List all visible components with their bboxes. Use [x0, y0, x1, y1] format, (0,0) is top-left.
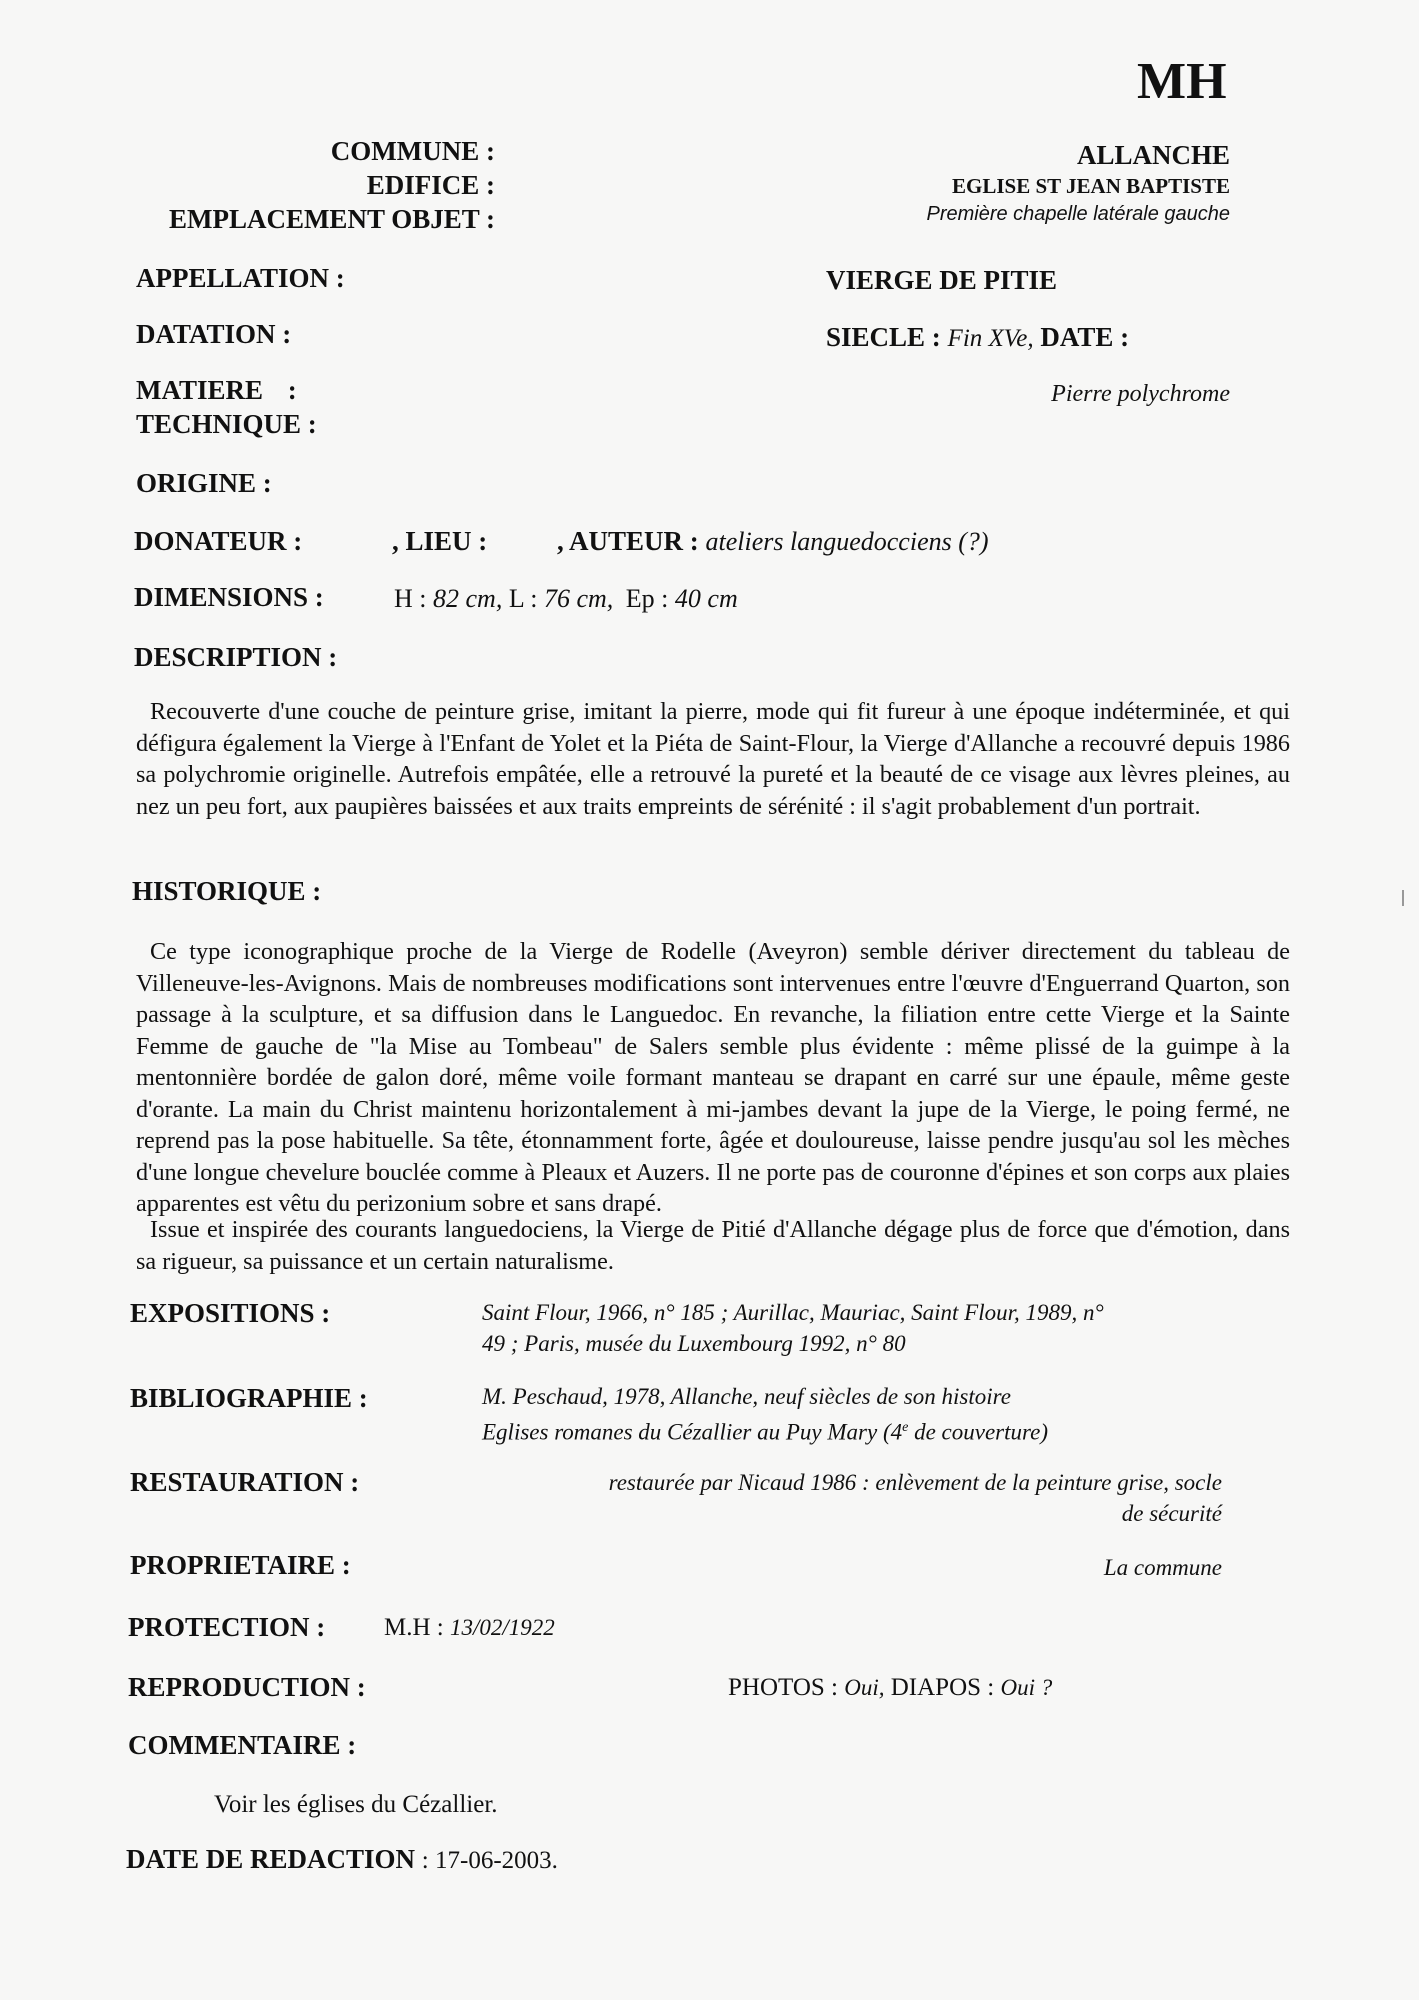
- bibliographie-value: [482, 1381, 1048, 1448]
- protection-prefix: M.H :: [384, 1614, 444, 1641]
- lieu-label: , LIEU :: [392, 526, 488, 556]
- restauration-label: RESTAURATION :: [130, 1467, 360, 1497]
- historique-text-1: Ce type iconographique proche de la Vierge de Rodelle (Aveyron) semble dériver directement du tableau de Villeneuve-les-Avignons. Mais de nombreuses modifications sont intervenues entre l'œuvre d'Enguerrand Quarton, son passage à la sculpture, et sa diffusion dans le Languedoc. En revanche, la filiation entre cette Vierge et la Sainte Femme de gauche de "la Mise au Tombeau" de Salers semble plus évidente : même plissé de la guimpe à la mentonnière bordée de galon doré, même voile formant manteau se drapant en carré sur une épaule, même geste d'orante. La main du Christ maintenu horizontalement à mi-jambes devant la jupe de la Vierge, le poing fermé, ne reprend pas la pose habituelle. Sa tête, étonnamment forte, âgée et douloureuse, laisse pendre jusqu'au sol les mèches d'une longue chevelure bouclée comme à Pleaux et Auzers. Il ne porte pas de couronne d'épines et son corps aux plaies apparentes est vêtu du perizonium sobre et sans drapé.: [136, 938, 1290, 1217]
- restauration-value: [480, 1467, 1222, 1529]
- dimensions-values: [394, 583, 738, 615]
- description-label: DESCRIPTION :: [134, 642, 338, 672]
- commentaire-label: COMMENTAIRE :: [128, 1730, 357, 1760]
- diapos-value: Oui ?: [1000, 1675, 1053, 1700]
- redaction-line: [126, 1842, 558, 1878]
- reproduction-label: REPRODUCTION :: [128, 1672, 366, 1702]
- header-values: [700, 138, 1230, 228]
- dimensions-label: DIMENSIONS :: [134, 582, 324, 612]
- header-labels: [120, 134, 495, 236]
- reproduction-values: [728, 1672, 1052, 1704]
- h-value: 82 cm,: [433, 584, 503, 613]
- ep-label: Ep :: [625, 584, 669, 613]
- bibliographie-line-2-sup: e: [902, 1420, 909, 1435]
- description-text: Recouverte d'une couche de peinture grise, imitant la pierre, mode qui fit fureur à une époque indéterminée, et qui défigura également la Vierge à l'Enfant de Yolet et la Piéta de Saint-Flour, la Vierge d'Allanche a recouvré depuis 1986 sa polychromie originelle. Autrefois empâtée, elle a retrouvé la pureté et la beauté de ce visage aux lèvres pleines, au nez un peu fort, aux paupières baissées et aux traits empreints de sérénité : il s'agit probablement d'un portrait.: [136, 698, 1290, 820]
- restauration-line-2: de sécurité: [1121, 1501, 1222, 1526]
- expositions-label: EXPOSITIONS :: [130, 1298, 331, 1328]
- photos-label: PHOTOS :: [728, 1674, 838, 1701]
- proprietaire-label: PROPRIETAIRE :: [130, 1550, 351, 1580]
- emplacement-label: EMPLACEMENT OBJET :: [168, 204, 495, 234]
- donateur-label: DONATEUR :: [134, 526, 303, 556]
- commentaire-text: Voir les églises du Cézallier.: [214, 1791, 498, 1818]
- origine-label: ORIGINE :: [136, 468, 272, 498]
- protection-value-line: [384, 1612, 555, 1644]
- protection-value: 13/02/1922: [449, 1615, 555, 1640]
- scan-mark: [1402, 890, 1404, 906]
- proprietaire-value: La commune: [1103, 1555, 1222, 1580]
- historique-text-2: Issue et inspirée des courants languedociens, la Vierge de Pitié d'Allanche dégage plus de force que d'émotion, dans sa rigueur, sa puissance et un certain naturalisme.: [136, 1216, 1290, 1275]
- photos-value: Oui,: [844, 1675, 885, 1700]
- auteur-value: ateliers languedocciens (?): [705, 527, 989, 556]
- ep-value: 40 cm: [674, 584, 738, 613]
- redaction-label: DATE DE REDACTION: [126, 1844, 416, 1874]
- restauration-line-1: restaurée par Nicaud 1986 : enlèvement de la peinture grise, socle: [608, 1470, 1222, 1495]
- bibliographie-line-2: [482, 1412, 1048, 1448]
- auteur-line: [557, 524, 989, 559]
- bibliographie-line-2a: Eglises romanes du Cézallier au Puy Mary (4: [482, 1419, 903, 1445]
- h-label: H :: [394, 584, 427, 613]
- expositions-value: [482, 1297, 1104, 1359]
- redaction-value: : 17-06-2003.: [421, 1847, 558, 1874]
- siecle-line: [826, 320, 1129, 356]
- bibliographie-line-2b: de couverture): [908, 1419, 1048, 1445]
- l-label: L :: [508, 584, 538, 613]
- bibliographie-label: BIBLIOGRAPHIE :: [130, 1383, 368, 1413]
- matiere-label: [136, 373, 317, 441]
- matiere-label-1: MATIERE :: [136, 375, 297, 405]
- mh-mark: MH: [1137, 53, 1227, 110]
- expositions-line-2: 49 ; Paris, musée du Luxembourg 1992, n° 80: [482, 1331, 906, 1356]
- commune-label: COMMUNE :: [330, 136, 495, 166]
- protection-label: PROTECTION :: [128, 1612, 326, 1642]
- expositions-line-1: Saint Flour, 1966, n° 185 ; Aurillac, Mauriac, Saint Flour, 1989, n°: [482, 1300, 1104, 1325]
- siecle-label: SIECLE :: [826, 322, 941, 352]
- appellation-value: VIERGE DE PITIE: [826, 265, 1058, 295]
- diapos-label: DIAPOS :: [890, 1674, 995, 1701]
- historique-label: HISTORIQUE :: [132, 876, 322, 906]
- bibliographie-line-1: M. Peschaud, 1978, Allanche, neuf siècles de son histoire: [482, 1384, 1011, 1409]
- siecle-value: Fin XVe,: [947, 325, 1034, 352]
- appellation-label: APPELLATION :: [136, 263, 345, 293]
- date-label: DATE :: [1040, 322, 1130, 352]
- datation-label: DATATION :: [136, 319, 292, 349]
- emplacement-value: Première chapelle latérale gauche: [926, 203, 1230, 225]
- matiere-value: Pierre polychrome: [1051, 381, 1230, 407]
- auteur-label: , AUTEUR :: [557, 526, 699, 556]
- l-value: 76 cm,: [543, 584, 614, 613]
- edifice-label: EDIFICE :: [366, 170, 495, 200]
- commune-value: ALLANCHE: [1076, 140, 1230, 170]
- technique-label: TECHNIQUE :: [136, 409, 317, 439]
- edifice-value: EGLISE ST JEAN BAPTISTE: [952, 174, 1230, 198]
